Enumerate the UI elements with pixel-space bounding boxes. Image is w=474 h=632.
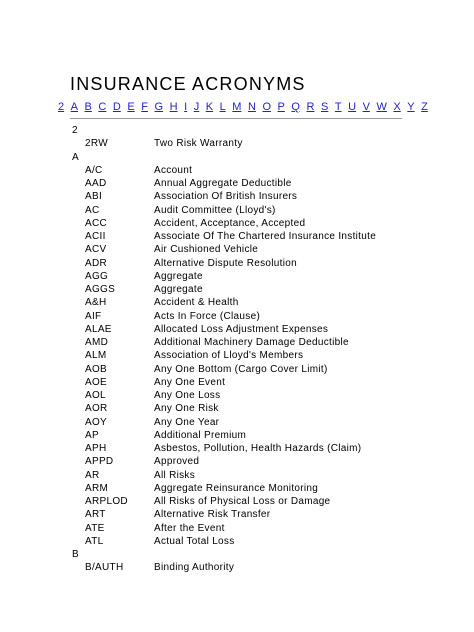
acronym-row xyxy=(72,336,432,349)
nav-link-g[interactable]: G xyxy=(154,101,164,113)
acronym: ATE xyxy=(85,522,105,534)
nav-link-b[interactable]: B xyxy=(84,101,92,113)
acronym: ABI xyxy=(85,191,103,203)
alphabet-nav xyxy=(58,101,428,113)
nav-link-s[interactable]: S xyxy=(320,101,329,113)
acronym-row xyxy=(72,522,432,535)
acronym: APPD xyxy=(85,456,114,468)
acronym: ART xyxy=(85,509,106,521)
acronym-meaning: Aggregate Reinsurance Monitoring xyxy=(154,482,319,494)
acronym-meaning: Allocated Loss Adjustment Expenses xyxy=(154,323,329,335)
acronym-meaning: Air Cushioned Vehicle xyxy=(154,244,259,256)
acronym-meaning: Association Of British Insurers xyxy=(154,191,298,203)
acronym-meaning: Additional Premium xyxy=(154,429,247,441)
acronym: AGGS xyxy=(85,284,116,295)
acronym-row xyxy=(72,455,432,468)
acronym-meaning: Any One Loss xyxy=(154,390,221,401)
nav-link-z[interactable]: Z xyxy=(421,101,428,113)
acronym-meaning: Any One Bottom (Cargo Cover Limit) xyxy=(154,363,328,375)
acronym: AC xyxy=(85,204,100,216)
acronym: AOE xyxy=(85,376,108,388)
acronym: AGG xyxy=(85,270,109,282)
acronym-meaning: Alternative Dispute Resolution xyxy=(154,257,297,269)
nav-link-f[interactable]: F xyxy=(141,101,148,113)
acronym-row xyxy=(72,495,432,508)
acronym-meaning: Audit Committee (Lloyd's) xyxy=(154,204,276,216)
acronym-meaning: All Risks of Physical Loss or Damage xyxy=(154,496,331,507)
acronym-meaning: Binding Authority xyxy=(154,562,235,574)
nav-link-i[interactable]: I xyxy=(184,101,188,113)
acronym-row xyxy=(72,508,432,521)
acronym: AOL xyxy=(85,390,106,401)
nav-link-q[interactable]: Q xyxy=(291,101,300,113)
acronym: ADR xyxy=(85,257,108,269)
acronym-row xyxy=(72,469,432,482)
nav-link-r[interactable]: R xyxy=(306,101,315,113)
section-heading: 2 xyxy=(72,125,78,136)
acronym-meaning: Accident & Health xyxy=(154,297,239,309)
acronym-row xyxy=(72,363,432,376)
acronym-row xyxy=(72,137,432,150)
acronym: AP xyxy=(85,429,99,441)
acronym-row xyxy=(72,416,432,429)
acronym-row xyxy=(72,561,432,574)
nav-link-2[interactable]: 2 xyxy=(58,101,65,113)
nav-link-y[interactable]: Y xyxy=(407,101,415,113)
acronym-meaning: Aggregate xyxy=(154,284,203,295)
acronym-meaning: Any One Risk xyxy=(154,403,219,415)
nav-link-p[interactable]: P xyxy=(277,101,285,113)
acronym: ARPLOD xyxy=(85,496,128,507)
nav-link-n[interactable]: N xyxy=(247,101,256,113)
acronym-row xyxy=(72,283,432,296)
acronym-row xyxy=(72,442,432,455)
acronym: ARM xyxy=(85,482,109,494)
acronym: A&H xyxy=(85,297,107,309)
acronym: AOY xyxy=(85,416,108,428)
acronym: AIF xyxy=(85,310,102,322)
acronym-row xyxy=(72,402,432,415)
acronym: ACC xyxy=(85,217,108,229)
nav-link-e[interactable]: E xyxy=(127,101,135,113)
acronym-row xyxy=(72,296,432,309)
acronym-meaning: Actual Total Loss xyxy=(154,535,235,547)
acronym: ALAE xyxy=(85,323,112,335)
acronym: 2RW xyxy=(85,138,108,150)
nav-link-d[interactable]: D xyxy=(112,101,121,113)
acronym-row xyxy=(72,389,432,402)
acronym: AOB xyxy=(85,363,108,375)
acronym-row xyxy=(72,323,432,336)
nav-link-m[interactable]: M xyxy=(232,101,242,113)
nav-link-o[interactable]: O xyxy=(262,101,271,113)
nav-link-l[interactable]: L xyxy=(219,101,226,113)
nav-link-x[interactable]: X xyxy=(393,101,401,113)
acronym-meaning: Alternative Risk Transfer xyxy=(154,509,271,521)
acronym: ACII xyxy=(85,231,106,242)
nav-link-t[interactable]: T xyxy=(334,101,342,113)
acronym: ALM xyxy=(85,350,107,362)
acronym-row xyxy=(72,164,432,177)
nav-link-v[interactable]: V xyxy=(362,101,370,113)
acronym-meaning: Additional Machinery Damage Deductible xyxy=(154,337,349,348)
nav-link-k[interactable]: K xyxy=(205,101,214,113)
acronym-row xyxy=(72,230,432,243)
acronym-row xyxy=(72,349,432,362)
acronym: AR xyxy=(85,469,100,481)
nav-link-j[interactable]: J xyxy=(193,101,200,113)
acronym: B/AUTH xyxy=(85,562,124,574)
acronym-row xyxy=(72,270,432,283)
acronym-list xyxy=(72,124,432,575)
section-heading: A xyxy=(72,151,79,163)
nav-link-w[interactable]: W xyxy=(376,101,387,113)
acronym: APH xyxy=(85,443,107,454)
acronym: ATL xyxy=(85,535,104,547)
acronym-meaning: Account xyxy=(154,164,193,176)
acronym-row xyxy=(72,376,432,389)
acronym: AMD xyxy=(85,337,109,348)
horizontal-divider xyxy=(70,118,402,119)
acronym-meaning: Accident, Acceptance, Accepted xyxy=(154,217,306,229)
acronym-row xyxy=(72,535,432,548)
acronym-row xyxy=(72,177,432,190)
acronym-meaning: Association of Lloyd's Members xyxy=(154,350,304,362)
acronym-meaning: Asbestos, Pollution, Health Hazards (Claim) xyxy=(154,443,362,454)
acronym: AAD xyxy=(85,178,107,189)
acronym: A/C xyxy=(85,164,103,176)
nav-link-a[interactable]: A xyxy=(70,101,78,113)
acronym-row xyxy=(72,310,432,323)
acronym-meaning: Annual Aggregate Deductible xyxy=(154,178,292,189)
acronym-meaning: Aggregate xyxy=(154,270,203,282)
nav-link-u[interactable]: U xyxy=(348,101,357,113)
nav-link-c[interactable]: C xyxy=(98,101,107,113)
acronym-row xyxy=(72,429,432,442)
acronym-meaning: Acts In Force (Clause) xyxy=(154,310,261,322)
acronym: ACV xyxy=(85,244,107,256)
acronym-meaning: Associate Of The Chartered Insurance Institute xyxy=(154,231,377,242)
acronym-meaning: Any One Year xyxy=(154,416,220,428)
nav-link-h[interactable]: H xyxy=(169,101,178,113)
acronym-row xyxy=(72,257,432,270)
page-title: INSURANCE ACRONYMS xyxy=(70,74,306,94)
acronym-row xyxy=(72,482,432,495)
acronym-meaning: Two Risk Warranty xyxy=(154,138,243,150)
acronym-row xyxy=(72,190,432,203)
acronym-row xyxy=(72,204,432,217)
acronym-meaning: After the Event xyxy=(154,522,225,534)
section-heading: B xyxy=(72,549,79,560)
acronym-meaning: Any One Event xyxy=(154,376,226,388)
acronym-meaning: All Risks xyxy=(154,469,196,481)
acronym-meaning: Approved xyxy=(154,456,200,468)
acronym-row xyxy=(72,243,432,256)
acronym-row xyxy=(72,217,432,230)
acronym: AOR xyxy=(85,403,108,415)
